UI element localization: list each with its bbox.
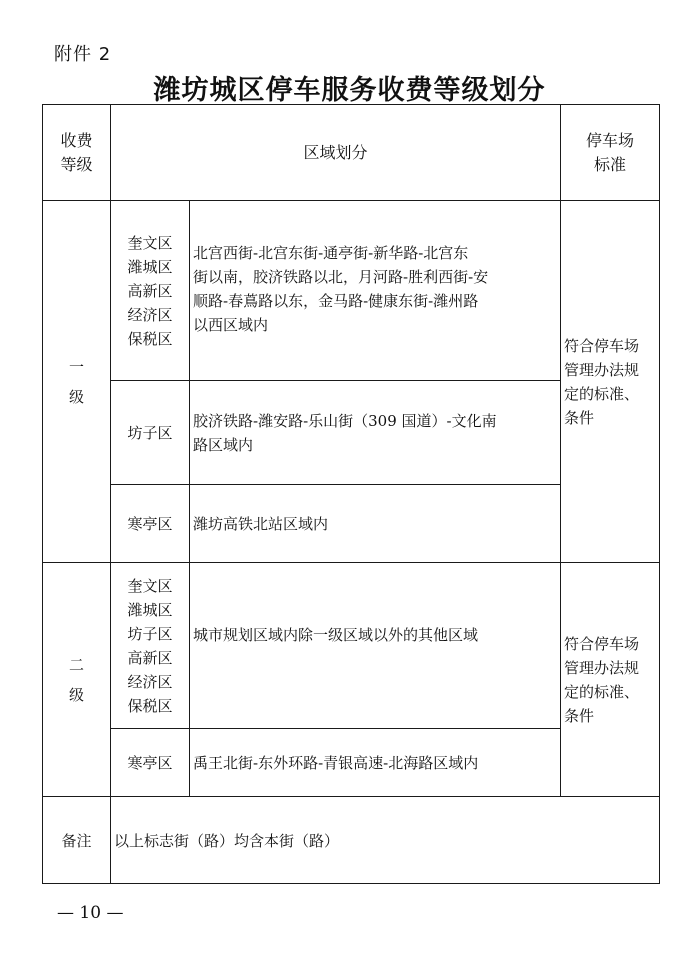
district-list: 坊子区 <box>111 381 190 485</box>
table-row <box>43 201 660 381</box>
page-number: — 10 — <box>57 903 124 923</box>
level-one-standard: 符合停车场 管理办法规 定的标准、 条件 <box>561 201 660 563</box>
area-description: 潍坊高铁北站区域内 <box>190 485 561 563</box>
note-label: 备注 <box>43 797 111 884</box>
area-description: 胶济铁路-潍安路-乐山街（309 国道）-文化南 路区域内 <box>190 381 561 485</box>
header-fee-level: 收费 等级 <box>43 105 111 201</box>
district-list: 奎文区 潍城区 高新区 经济区 保税区 <box>111 201 190 381</box>
note-row <box>43 797 660 884</box>
note-text: 以上标志街（路）均含本街（路） <box>111 797 660 884</box>
header-parking-standard: 停车场 标准 <box>561 105 660 201</box>
level-two-label: 二 级 <box>43 563 111 797</box>
header-zone-division: 区域划分 <box>111 105 561 201</box>
area-description: 城市规划区域内除一级区域以外的其他区域 <box>190 563 561 729</box>
area-description: 禹王北街-东外环路-青银高速-北海路区域内 <box>190 729 561 797</box>
fee-level-table <box>42 104 660 884</box>
district-list: 寒亭区 <box>111 729 190 797</box>
header-row <box>43 105 660 201</box>
district-list: 奎文区 潍城区 坊子区 高新区 经济区 保税区 <box>111 563 190 729</box>
level-one-label: 一 级 <box>43 201 111 563</box>
attachment-label: 附件 2 <box>54 44 112 65</box>
table-row <box>43 563 660 729</box>
area-description: 北宫西街-北宫东街-通亭街-新华路-北宫东 街以南，胶济铁路以北，月河路-胜利西街-安 顺路-春蔦路以东，金马路-健康东街-潍州路 以西区域内 <box>190 201 561 381</box>
level-two-standard: 符合停车场 管理办法规 定的标准、 条件 <box>561 563 660 797</box>
document-title: 潍坊城区停车服务收费等级划分 <box>153 75 546 106</box>
district-list: 寒亭区 <box>111 485 190 563</box>
